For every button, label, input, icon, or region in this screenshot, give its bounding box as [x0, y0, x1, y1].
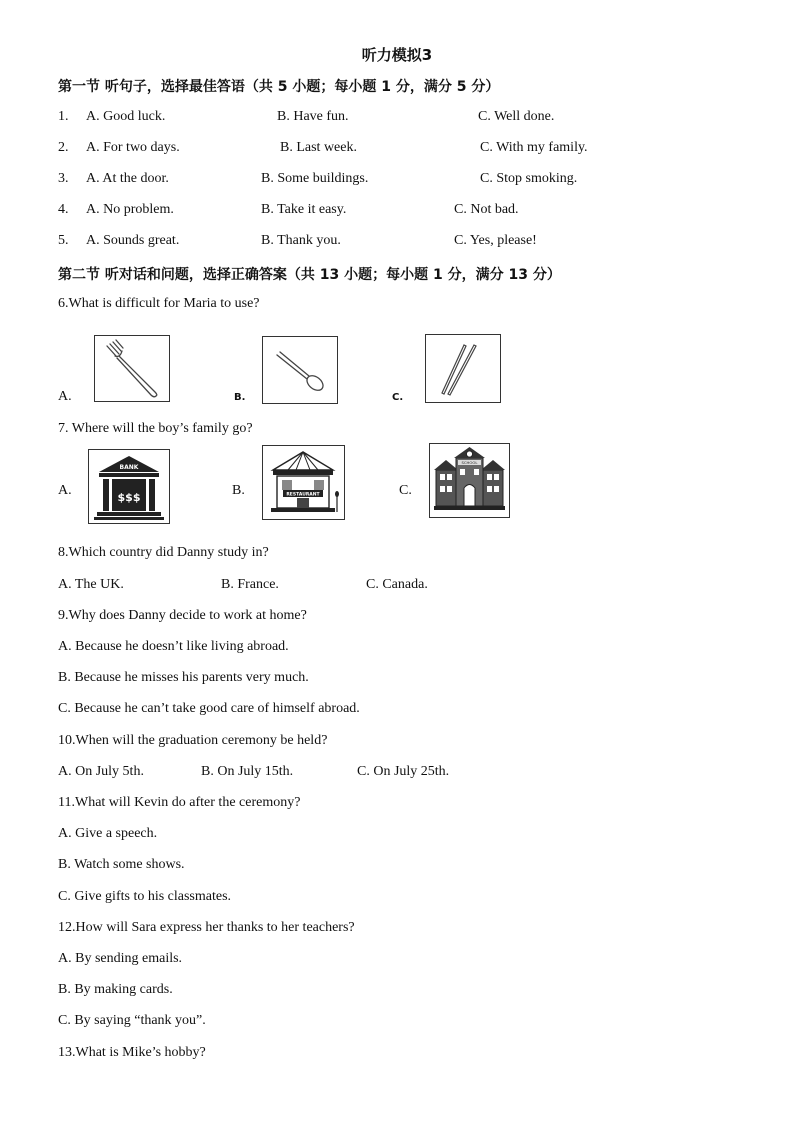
option-c: C. Canada. [366, 577, 428, 592]
option-a: A. By sending emails. [58, 951, 183, 966]
option-c: C. With my family. [480, 140, 588, 155]
option-a: A. No problem. [86, 202, 174, 217]
option-a: A. Sounds great. [86, 233, 180, 248]
restaurant-sign: RESTAURANT [286, 492, 320, 498]
option-a: A. For two days. [86, 140, 180, 155]
option-c: C. Well done. [478, 109, 555, 124]
question-text: 9.Why does Danny decide to work at home? [58, 608, 307, 623]
page-title: 听力模拟3 [361, 46, 433, 64]
bank-sign: BANK [119, 464, 139, 471]
option-a: A. On July 5th. [58, 764, 144, 779]
section2-heading: 第二节 听对话和问题，选择正确答案（共 13 小题；每小题 1 分，满分 13 分） [58, 267, 561, 283]
option-b-label: B. [234, 392, 246, 403]
option-c-label: C. [392, 392, 404, 403]
option-c: C. By saying “thank you”. [58, 1013, 206, 1028]
question-number: 1. [58, 109, 69, 124]
question-text: 6.What is difficult for Maria to use? [58, 296, 260, 311]
option-b: B. Watch some shows. [58, 857, 185, 872]
bank-icon [88, 449, 170, 524]
option-c: C. Give gifts to his classmates. [58, 889, 232, 904]
option-b: B. France. [221, 577, 279, 592]
question-text: 8.Which country did Danny study in? [58, 545, 269, 560]
option-b: B. By making cards. [58, 982, 173, 997]
option-b: B. Have fun. [277, 109, 349, 124]
question-number: 5. [58, 233, 69, 248]
question-text: 12.How will Sara express her thanks to her teachers? [58, 920, 355, 935]
option-b-label: B. [232, 483, 245, 498]
option-c: C. Yes, please! [454, 233, 537, 248]
option-c: C. Because he can’t take good care of himself abroad. [58, 701, 360, 716]
question-number: 3. [58, 171, 69, 186]
question-number: 2. [58, 140, 69, 155]
option-c: C. On July 25th. [357, 764, 450, 779]
option-b: B. Because he misses his parents very much. [58, 670, 309, 685]
option-c: C. Not bad. [454, 202, 519, 217]
option-b: B. Some buildings. [261, 171, 369, 186]
option-a-label: A. [58, 389, 72, 404]
school-icon [429, 443, 510, 518]
chopsticks-icon [425, 334, 501, 403]
section1-heading: 第一节 听句子，选择最佳答语（共 5 小题；每小题 1 分，满分 5 分） [58, 79, 500, 95]
option-a: A. Give a speech. [58, 826, 158, 841]
option-a: A. Good luck. [86, 109, 166, 124]
bank-money: $$$ [117, 491, 141, 504]
option-c-label: C. [399, 483, 412, 498]
school-sign: SCHOOL [461, 460, 478, 465]
option-b: B. Take it easy. [261, 202, 347, 217]
option-b: B. Last week. [280, 140, 357, 155]
restaurant-icon [262, 445, 345, 520]
option-a-label: A. [58, 483, 72, 498]
question-text: 13.What is Mike’s hobby? [58, 1045, 206, 1060]
fork-icon [94, 335, 170, 402]
question-number: 4. [58, 202, 69, 217]
option-a: A. Because he doesn’t like living abroad. [58, 639, 289, 654]
option-b: B. On July 15th. [201, 764, 294, 779]
option-b: B. Thank you. [261, 233, 341, 248]
question-text: 10.When will the graduation ceremony be held? [58, 733, 328, 748]
question-text: 7. Where will the boy’s family go? [58, 421, 253, 436]
option-a: A. The UK. [58, 577, 124, 592]
spoon-icon [262, 336, 338, 404]
option-a: A. At the door. [86, 171, 169, 186]
option-c: C. Stop smoking. [480, 171, 578, 186]
question-text: 11.What will Kevin do after the ceremony? [58, 795, 301, 810]
